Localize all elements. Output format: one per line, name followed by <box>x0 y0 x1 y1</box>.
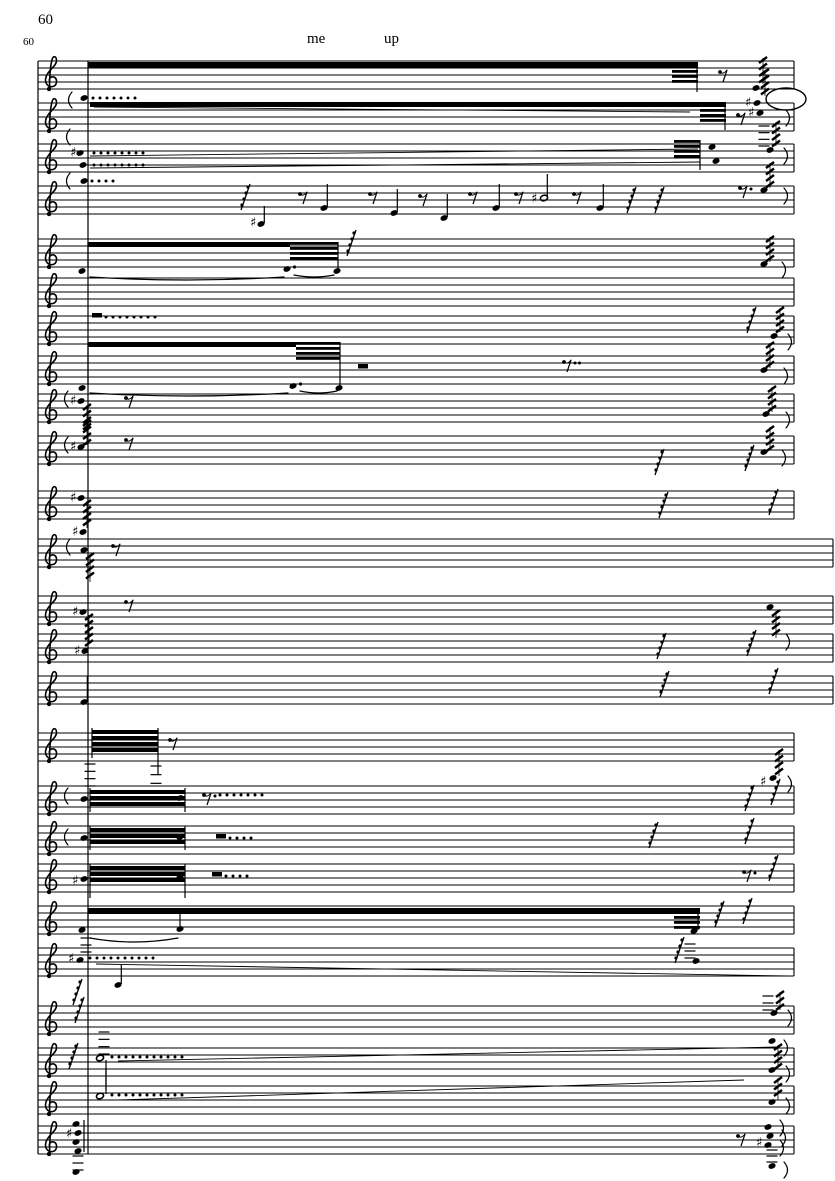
staff-24 <box>38 1068 794 1116</box>
staff-8 <box>38 342 794 396</box>
svg-text:♯: ♯ <box>72 604 79 620</box>
staff-10 <box>38 420 794 475</box>
svg-text:♯: ♯ <box>70 145 77 161</box>
svg-text:♯: ♯ <box>250 215 257 231</box>
svg-text:♯: ♯ <box>66 1126 73 1142</box>
staff-21 <box>38 937 794 1005</box>
svg-text:♯: ♯ <box>68 951 75 967</box>
svg-text:♯: ♯ <box>70 393 77 409</box>
staff-3 <box>38 121 794 174</box>
staff-5 <box>38 230 794 280</box>
staff-19 <box>38 855 794 898</box>
lyric-me: me <box>307 31 326 47</box>
svg-text:♯: ♯ <box>70 490 77 506</box>
svg-text:♯: ♯ <box>72 524 79 540</box>
staff-22 <box>38 991 794 1054</box>
svg-text:♯: ♯ <box>748 105 755 121</box>
staff-20 <box>38 898 794 942</box>
staff-25 <box>38 1120 794 1178</box>
staff-15 <box>38 668 833 706</box>
svg-text:♯: ♯ <box>745 95 752 111</box>
staff-12 <box>38 535 833 582</box>
staff-17 <box>38 779 794 816</box>
svg-text:♯: ♯ <box>74 643 81 659</box>
staff-18 <box>38 818 794 856</box>
staff-9 <box>38 386 794 430</box>
staff-11 <box>38 487 794 540</box>
svg-text:♯: ♯ <box>756 1135 763 1151</box>
svg-text:♯: ♯ <box>70 439 77 455</box>
staff-6 <box>38 274 794 308</box>
svg-text:♯: ♯ <box>760 774 767 790</box>
measure-number-small: 60 <box>23 36 34 48</box>
svg-text:♯: ♯ <box>531 191 538 207</box>
staff-14 <box>38 630 833 664</box>
system-barlines <box>38 61 88 1154</box>
lyric-up: up <box>384 31 399 47</box>
svg-text:♯: ♯ <box>72 873 79 889</box>
measure-number-large: 60 <box>38 12 53 28</box>
staff-2 <box>38 69 794 133</box>
staff-16 <box>38 728 794 792</box>
